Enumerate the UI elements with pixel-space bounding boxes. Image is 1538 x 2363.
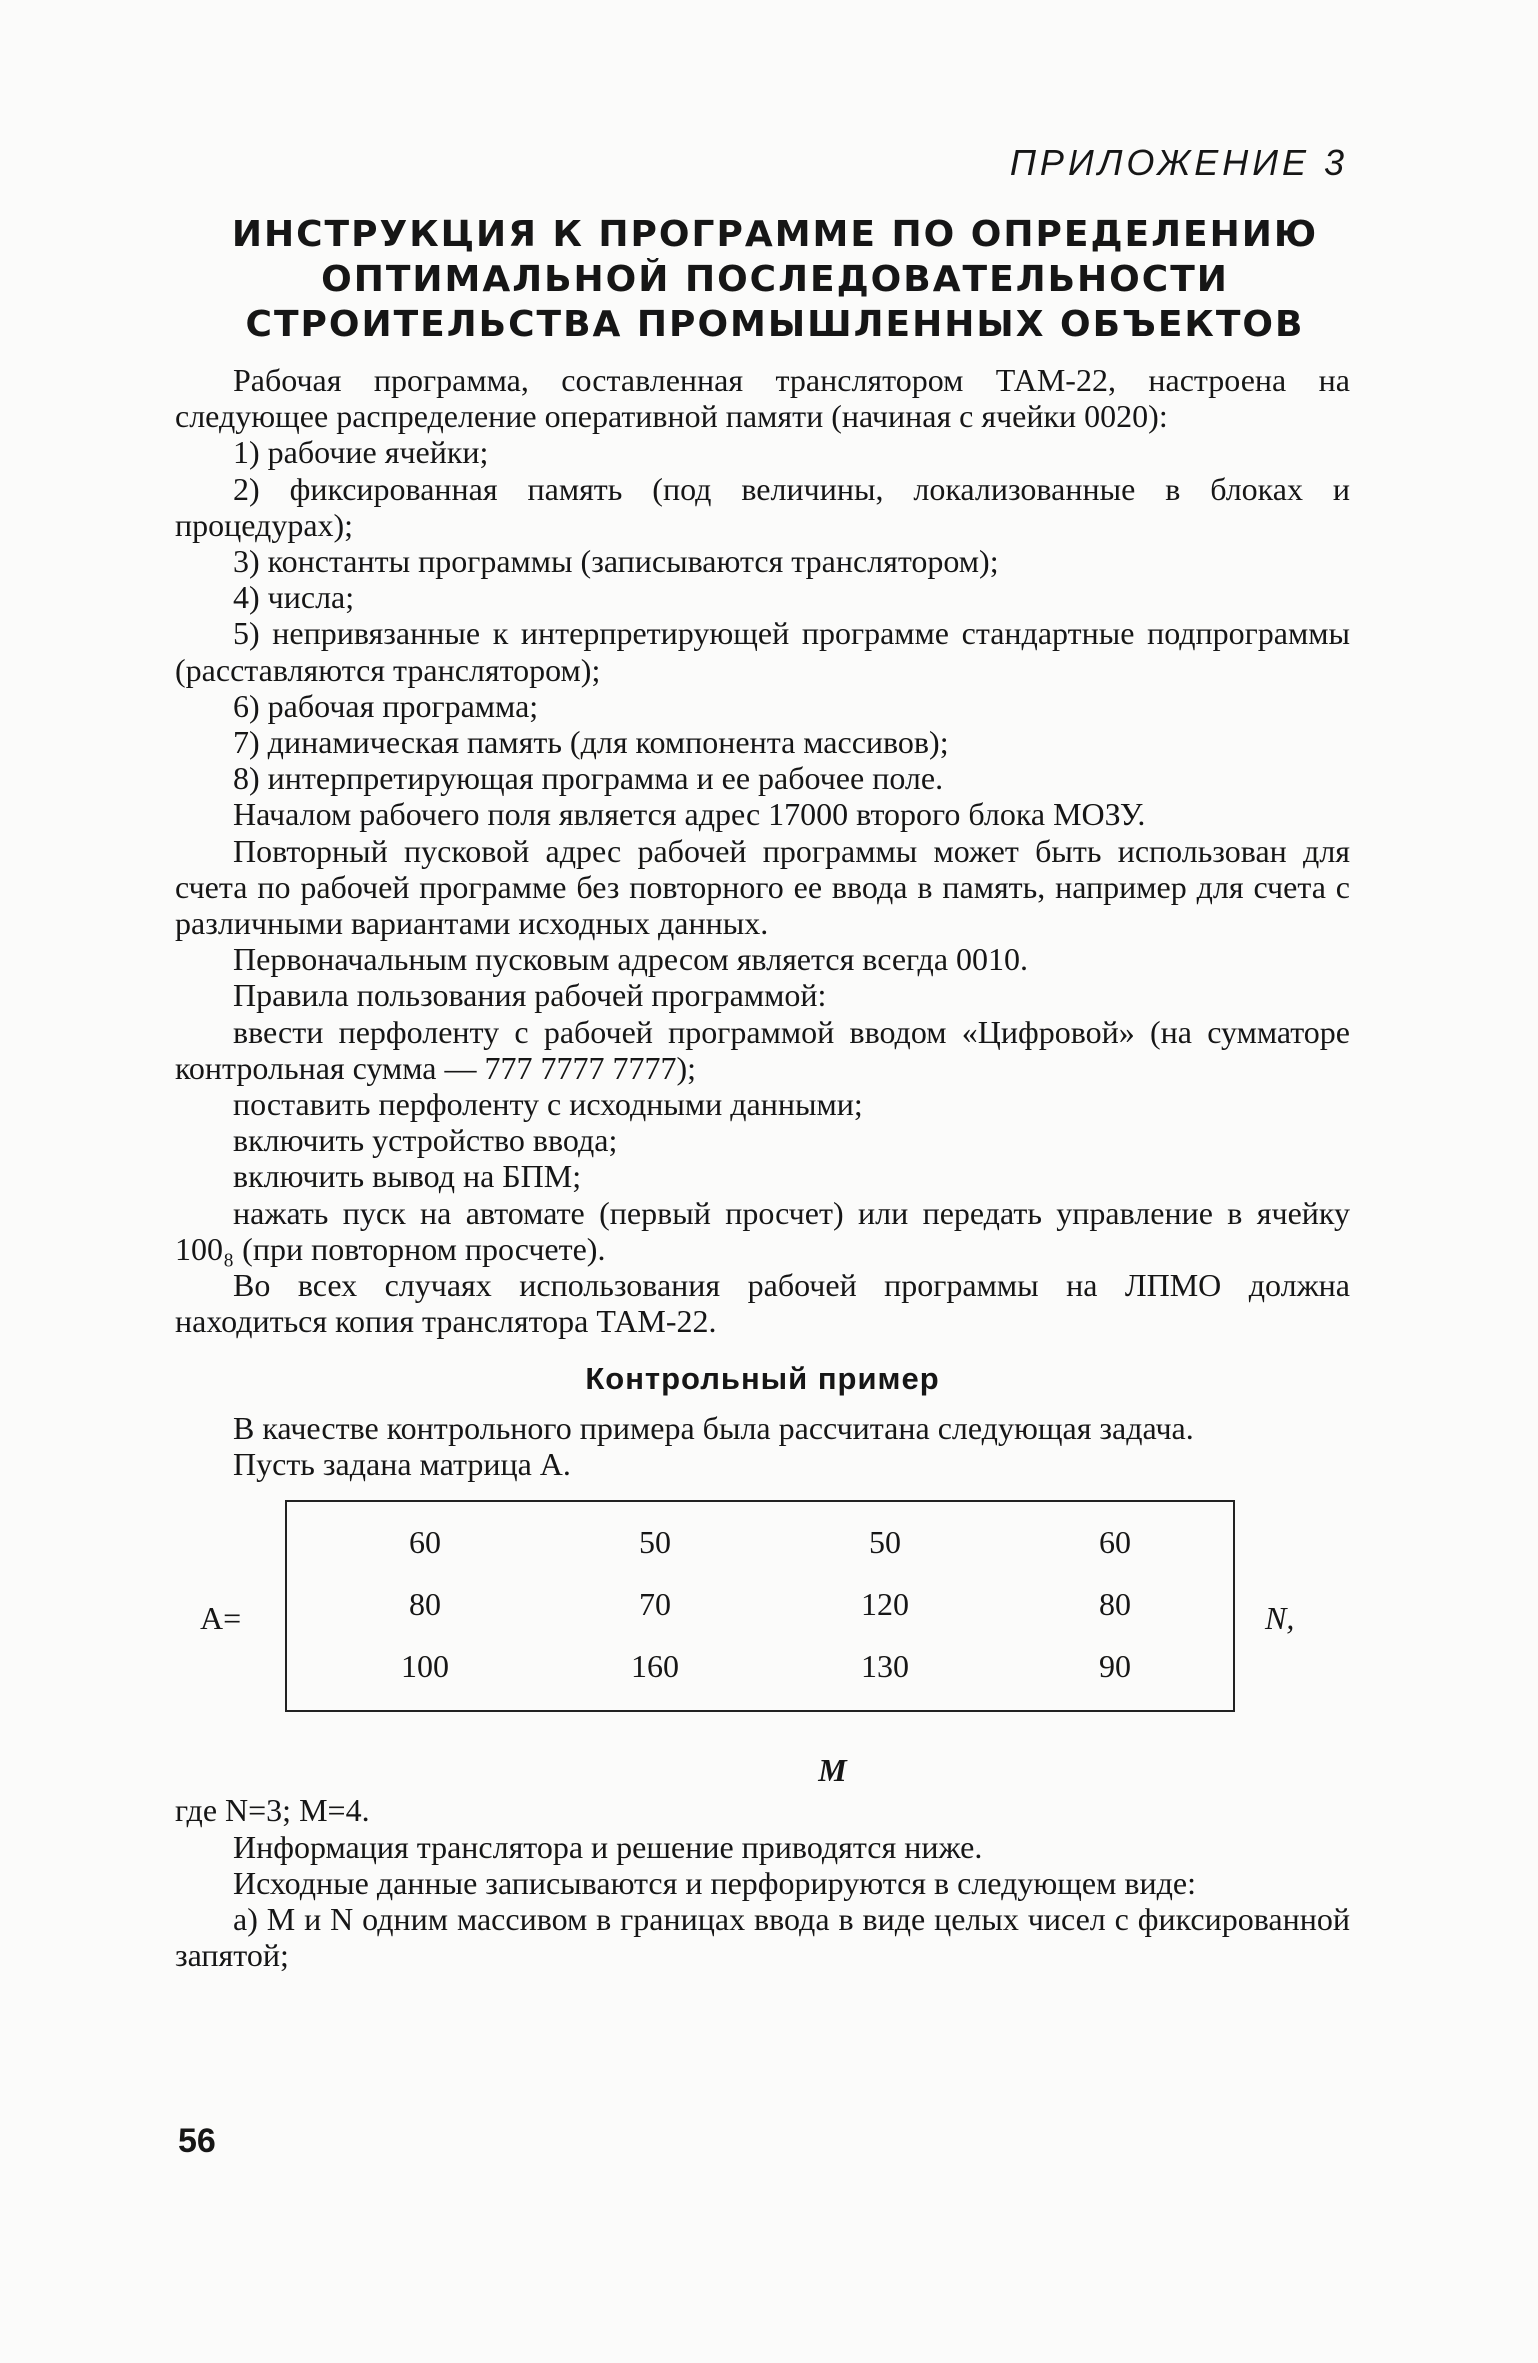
matrix-cell: 100 xyxy=(401,1648,449,1685)
paragraph: Исходные данные записываются и перфорируются в следующем виде: xyxy=(233,1864,1196,1901)
matrix-n-label: N, xyxy=(1265,1600,1295,1637)
matrix-row xyxy=(285,1524,1235,1584)
matrix-frame xyxy=(285,1500,1235,1712)
title-line: ОПТИМАЛЬНОЙ ПОСЛЕДОВАТЕЛЬНОСТИ xyxy=(321,259,1229,300)
paragraph: Повторный пусковой адрес рабочей программы может быть использован для счета по рабочей программе без повторного ее ввода в память, например для счета с различными вариантами исходных данных. xyxy=(175,832,1350,942)
paragraph: Пусть задана матрица А. xyxy=(233,1445,571,1482)
title-line: СТРОИТЕЛЬСТВА ПРОМЫШЛЕННЫХ ОБЪЕКТОВ xyxy=(245,304,1305,345)
matrix-m-label: M xyxy=(818,1752,847,1789)
page-number: 56 xyxy=(178,2122,216,2160)
paragraph: Во всех случаях использования рабочей программы на ЛПМО должна находиться копия транслятора ТАМ-22. xyxy=(175,1267,1350,1340)
matrix-cell: 120 xyxy=(861,1586,909,1623)
paragraph: Правила пользования рабочей программой: xyxy=(233,977,827,1014)
title-line: ИНСТРУКЦИЯ К ПРОГРАММЕ ПО ОПРЕДЕЛЕНИЮ xyxy=(231,214,1319,255)
paragraph: включить устройство ввода; xyxy=(233,1122,618,1159)
paragraph: Первоначальным пусковым адресом является всегда 0010. xyxy=(233,941,1029,978)
paragraph: нажать пуск на автомате (первый просчет) или передать управление в ячейку 100₈ (при повторном просчете). xyxy=(175,1194,1350,1267)
matrix xyxy=(175,1500,1350,1750)
paragraph: включить вывод на БПМ; xyxy=(233,1158,582,1195)
list-item: 7) динамическая память (для компонента массивов); xyxy=(233,724,949,761)
paragraph: В качестве контрольного примера была рассчитана следующая задача. xyxy=(233,1409,1194,1446)
list-item: 6) рабочая программа; xyxy=(233,687,539,724)
paragraph: ввести перфоленту с рабочей программой вводом «Цифровой» (на сумматоре контрольная сумма — 777 7777 7777); xyxy=(175,1013,1350,1086)
paragraph: Началом рабочего поля является адрес 17000 второго блока МОЗУ. xyxy=(233,796,1146,833)
list-item: 4) числа; xyxy=(233,579,355,616)
matrix-cell: 130 xyxy=(861,1648,909,1685)
matrix-cell: 80 xyxy=(409,1586,441,1623)
body-text xyxy=(175,362,1350,1973)
matrix-cell: 60 xyxy=(409,1524,441,1561)
intro-paragraph: Рабочая программа, составленная транслятором ТАМ-22, настроена на следующее распределение оперативной памяти (начиная с ячейки 0020): xyxy=(175,362,1350,435)
paragraph: где N=3; M=4. xyxy=(175,1792,370,1829)
section-heading: Контрольный пример xyxy=(585,1361,940,1397)
appendix-label: ПРИЛОЖЕНИЕ 3 xyxy=(1009,142,1348,183)
matrix-cell: 90 xyxy=(1099,1648,1131,1685)
paragraph: поставить перфоленту с исходными данными; xyxy=(233,1086,863,1123)
matrix-row xyxy=(285,1586,1235,1646)
matrix-cell: 70 xyxy=(639,1586,671,1623)
list-item: 8) интерпретирующая программа и ее рабочее поле. xyxy=(233,760,944,797)
matrix-cell: 50 xyxy=(639,1524,671,1561)
matrix-label: А= xyxy=(200,1600,242,1637)
matrix-cell: 50 xyxy=(869,1524,901,1561)
matrix-cell: 60 xyxy=(1099,1524,1131,1561)
paragraph: а) M и N одним массивом в границах ввода в виде целых чисел с фиксированной запятой; xyxy=(175,1900,1350,1974)
matrix-cell: 80 xyxy=(1099,1586,1131,1623)
list-item: 3) константы программы (записываются транслятором); xyxy=(233,543,999,580)
matrix-cell: 160 xyxy=(631,1648,679,1685)
list-item: 5) непривязанные к интерпретирующей программе стандартные подпрограммы (расставляются транслятором); xyxy=(175,615,1350,688)
list-item: 2) фиксированная память (под величины, локализованные в блоках и процедурах); xyxy=(175,470,1350,543)
list-item: 1) рабочие ячейки; xyxy=(233,434,489,471)
matrix-row xyxy=(285,1648,1235,1708)
paragraph: Информация транслятора и решение приводятся ниже. xyxy=(233,1828,983,1865)
page-title xyxy=(175,212,1375,347)
